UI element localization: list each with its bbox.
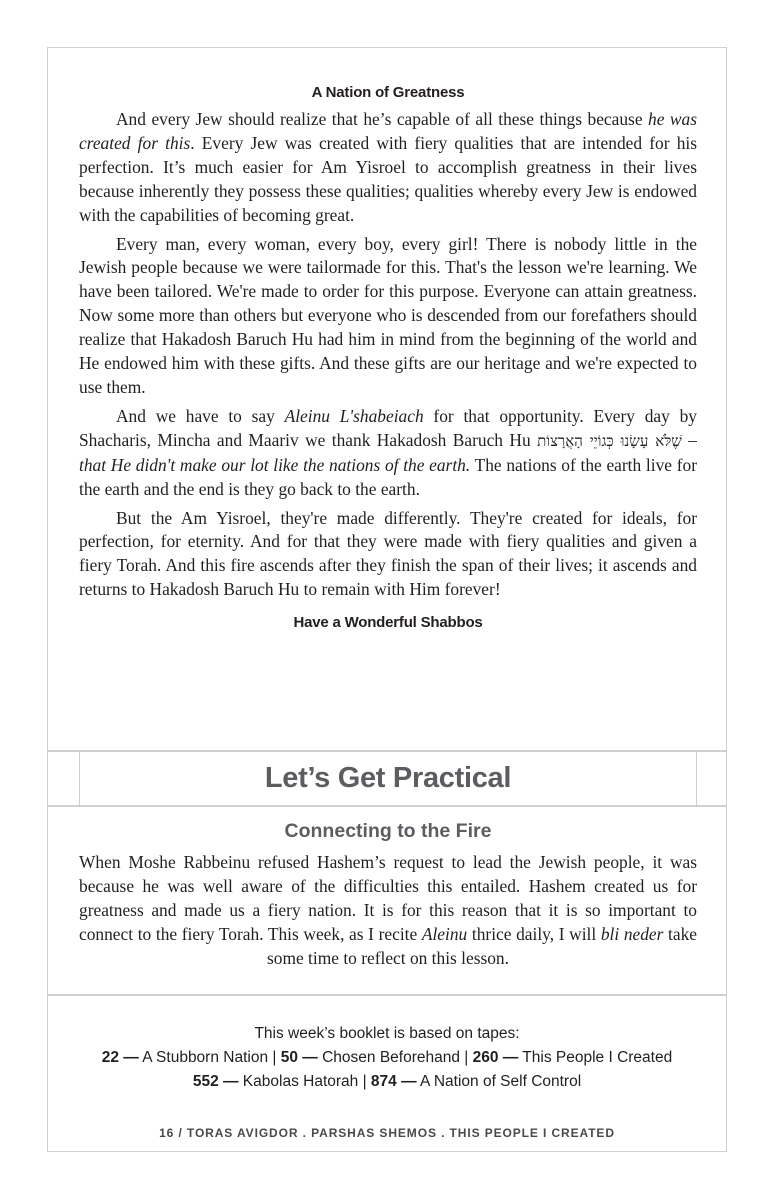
article-heading: A Nation of Greatness [311, 84, 465, 101]
hebrew-quote: שֶׁלֹּא עָשָׂנוּ כְּגוֹיֵי הָאֲרָצוֹת [537, 431, 682, 450]
practical-banner [79, 751, 697, 805]
tapes-intro: This week’s booklet is based on tapes: [254, 1025, 520, 1042]
page-footer: 16 / TORAS AVIGDOR . PARSHAS SHEMOS . THIS PEOPLE I CREATED [159, 1126, 615, 1140]
signoff: Have a Wonderful Shabbos [293, 614, 483, 632]
article [79, 84, 697, 631]
practical-section [79, 820, 697, 971]
paragraph-4: But the Am Yisroel, they're made differently. They're created for ideals, for perfection, for eternity. And for that they were made with fiery qualities and given a fiery Torah. And this fire ascends after they finish the span of their lives; it ascends and returns to Hakadosh Baruch Hu to remain with Him forever! [79, 507, 697, 600]
banner-title: Let’s Get Practical [264, 761, 512, 794]
tapes-line-2: 552 — Kabolas Hatorah | 874 — A Nation of Self Control [192, 1073, 582, 1090]
practical-text: When Moshe Rabbeinu refused Hashem’s request to lead the Jewish people, it was because he was well aware of the difficulties this entailed. Hashem created us for greatness and made us a fiery nation. It is for this reason that it is so important to connect to the fiery Torah. This week, as I recite Aleinu thrice daily, I will bli neder take some time to reflect on this lesson. [79, 852, 698, 968]
section-divider-bottom [47, 805, 727, 807]
paragraph-3: And we have to say Aleinu L'shabeiach for that opportunity. Every day by Shacharis, Mincha and Maariv we thank Hakadosh Baruch Hu שֶׁלֹּא עָשָׂנוּ כְּגוֹיֵי הָאֲרָצוֹת – that He didn't make our lot like the nations of the earth. The nations of the earth live for the earth and the end is they go back to the earth. [79, 405, 697, 499]
tapes-line-1: 22 — A Stubborn Nation | 50 — Chosen Beforehand | 260 — This People I Created [101, 1049, 673, 1066]
practical-subtitle: Connecting to the Fire [284, 820, 492, 842]
paragraph-1: And every Jew should realize that he’s capable of all these things because he was created for this. Every Jew was created with fiery qualities that are intended for his perfection. It’s much easier for Am Yisroel to accomplish greatness in their lives because inherently they possess these qualities; qualities whereby every Jew is endowed with the capabilities of becoming great. [79, 109, 697, 225]
paragraph-2: Every man, every woman, every boy, every girl! There is nobody little in the Jewish people because we were tailormade for this. That's the lesson we're learning. We have been tailored. We're made to order for this purpose. Everyone can attain greatness. Now some more than others but everyone who is descended from our forefathers should realize that Hakadosh Baruch Hu had him in mind from the beginning of the world and He endowed him with these gifts. And these gifts are our heritage and we're expected to use them. [79, 233, 697, 397]
tapes-section [60, 1022, 714, 1094]
tapes-divider [47, 994, 727, 996]
